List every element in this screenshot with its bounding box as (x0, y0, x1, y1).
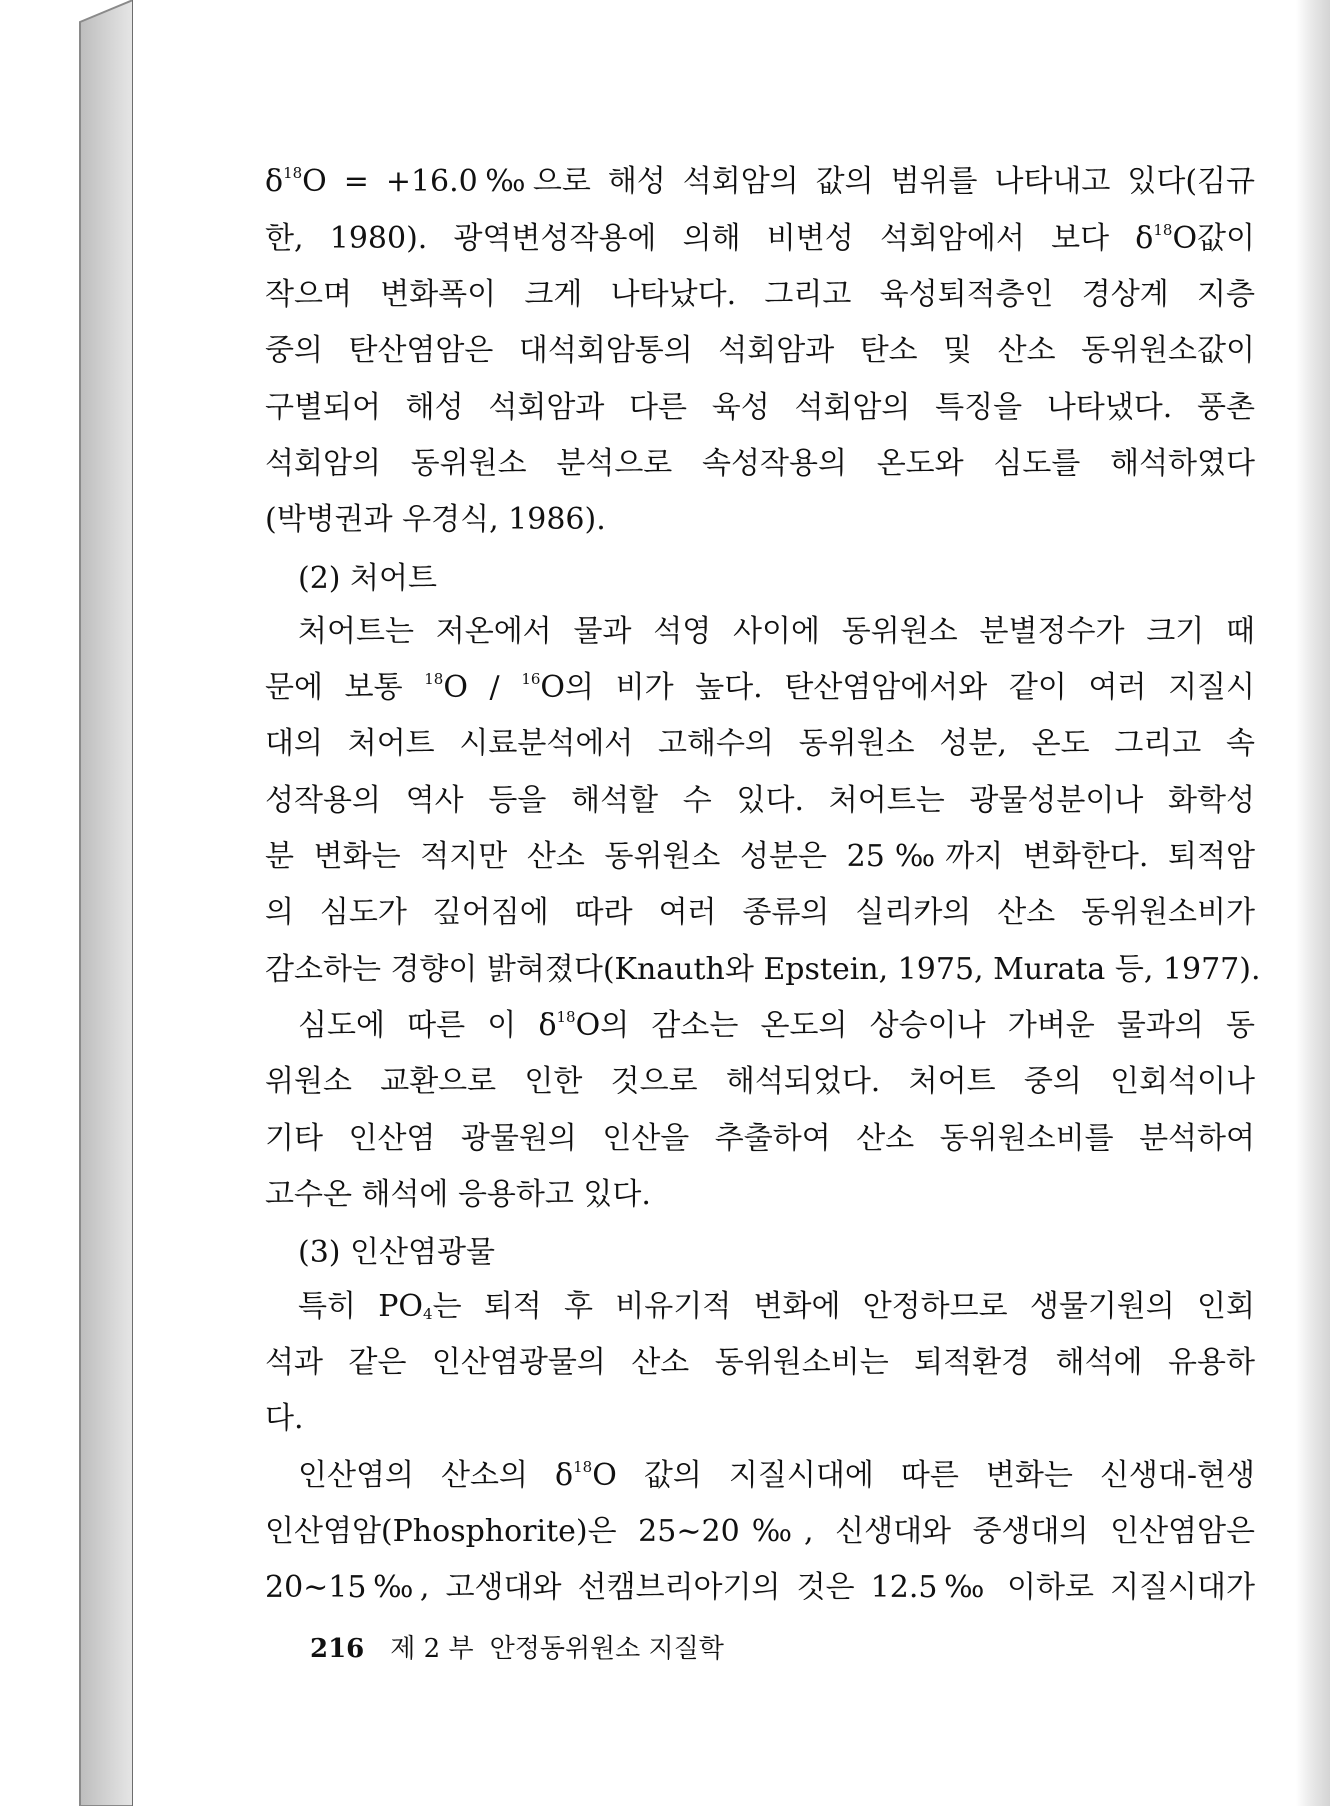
text-line: 인산염의 산소의 $\delta^{18}O$ 값의 지질시대에 따른 변화는 신생대-현생 (298, 1458, 1255, 1493)
text-line: 20∼15‰, 고생대와 선캠브리아기의 것은 12.5‰ 이하로 지질시대가 (265, 1570, 1255, 1605)
text-line: 중의 탄산염암은 대석회암통의 석회암과 탄소 및 산소 동위원소값이 (265, 333, 1255, 368)
text-line: 특히 $PO_4$는 퇴적 후 비유기적 변화에 안정하므로 생물기원의 인회 (298, 1289, 1255, 1324)
text-line: (박병권과 우경식, 1986). (265, 502, 606, 537)
text-line: 의 심도가 깊어짐에 따라 여러 종류의 실리카의 산소 동위원소비가 (265, 895, 1255, 930)
text-line: 석과 같은 인산염광물의 산소 동위원소비는 퇴적환경 해석에 유용하 (265, 1345, 1255, 1380)
text-line: 작으며 변화폭이 크게 나타났다. 그리고 육성퇴적층인 경상계 지층 (265, 277, 1255, 312)
chapter-title: 안정동위원소 지질학 (489, 1634, 724, 1664)
text-line: 문에 보통 $^{18}$O / $^{16}$O의 비가 높다. 탄산염암에서와 같이 여러 지질시 (265, 670, 1256, 705)
section-heading: (2) 처어트 (298, 561, 437, 596)
text-line: 심도에 따른 이 $\delta^{18}O$의 감소는 온도의 상승이나 가벼운 물과의 동 (298, 1008, 1255, 1043)
text-line: 다. (265, 1401, 304, 1436)
text-line: 위원소 교환으로 인한 것으로 해석되었다. 처어트 중의 인회석이나 (265, 1064, 1255, 1099)
text-line: 기타 인산염 광물원의 인산을 추출하여 산소 동위원소비를 분석하여 (265, 1121, 1255, 1156)
section-heading: (3) 인산염광물 (298, 1235, 495, 1270)
text-line: 고수온 해석에 응용하고 있다. (265, 1177, 651, 1212)
page-number: 216 (310, 1634, 365, 1664)
text-line: 구별되어 해성 석회암과 다른 육성 석회암의 특징을 나타냈다. 풍촌 (265, 390, 1255, 425)
text-line: 성작용의 역사 등을 해석할 수 있다. 처어트는 광물성분이나 화학성 (265, 783, 1255, 818)
text-line: 처어트는 저온에서 물과 석영 사이에 동위원소 분별정수가 크기 때 (298, 614, 1255, 649)
text-line: 석회암의 동위원소 분석으로 속성작용의 온도와 심도를 해석하였다 (265, 446, 1255, 481)
text-line: $\delta^{18}O$ = +16.0‰으로 해성 석회암의 값의 범위를 나타내고 있다(김규 (265, 164, 1255, 199)
text-line: 인산염암(Phosphorite)은 25∼20‰, 신생대와 중생대의 인산염암은 (265, 1514, 1255, 1549)
chapter-label: 제 2 부 (390, 1634, 474, 1664)
page-right-shadow (1296, 0, 1330, 1806)
text-line: 대의 처어트 시료분석에서 고해수의 동위원소 성분, 온도 그리고 속 (265, 726, 1255, 761)
text-line: 감소하는 경향이 밝혀졌다(Knauth와 Epstein, 1975, Murata 등, 1977). (265, 952, 1261, 987)
text-line: 분 변화는 적지만 산소 동위원소 성분은 25‰까지 변화한다. 퇴적암 (265, 839, 1255, 874)
page-footer (310, 1628, 724, 1665)
text-line: 한, 1980). 광역변성작용에 의해 비변성 석회암에서 보다 $\delta^{18}O$값이 (265, 221, 1255, 256)
